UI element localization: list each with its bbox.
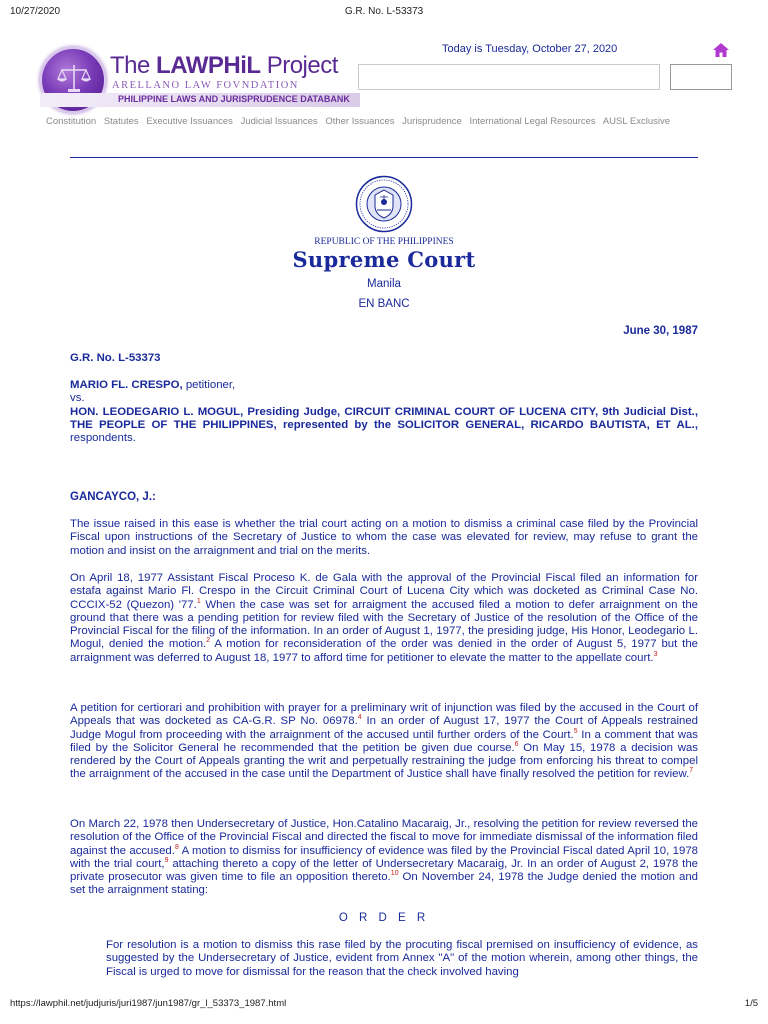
footnote-link-1[interactable]: 1 xyxy=(196,597,201,605)
paragraph-4 xyxy=(70,818,698,898)
petitioner-name: MARIO FL. CRESPO, xyxy=(70,379,183,391)
home-icon[interactable] xyxy=(712,42,730,58)
databank-bar xyxy=(40,93,360,107)
print-date: 10/27/2020 xyxy=(10,6,61,17)
nav-item-executive-issuances[interactable]: Executive Issuances xyxy=(146,116,233,127)
paragraph-3-text-c: In a comment that was filed by the Solicitor General he recommended that the petition be given due course. xyxy=(70,728,698,754)
nav-item-statutes[interactable]: Statutes xyxy=(103,116,139,127)
versus-label: vs. xyxy=(70,392,85,405)
header-divider xyxy=(70,157,698,158)
footnote-link-2[interactable]: 2 xyxy=(206,637,211,645)
nav-item-jurisprudence[interactable]: Jurisprudence xyxy=(402,116,462,127)
footnote-link-10[interactable]: 10 xyxy=(390,870,399,878)
footnote-link-8[interactable]: 8 xyxy=(174,843,179,851)
today-date: Today is Tuesday, October 27, 2020 xyxy=(442,43,618,55)
brand-prefix: The xyxy=(110,52,157,79)
case-number: G.R. No. L-53373 xyxy=(70,352,161,364)
petitioner-line xyxy=(70,379,698,392)
republic-label: REPUBLIC OF THE PHILIPPINES xyxy=(314,237,454,247)
nav-item-other-issuances[interactable]: Other Issuances xyxy=(325,116,395,127)
paragraph-4-text-b: A motion to dismiss for insufficiency of evidence was filed by the Provincial Fiscal dated April 10, 1978 with the trial court, xyxy=(70,844,698,870)
footnote-link-5[interactable]: 5 xyxy=(573,727,578,735)
paragraph-3-text-d: On May 15, 1978 a decision was rendered by the Court of Appeals granting the writ and perpetually restraining the judge from enforcing his threat to compel the arraignment of the accused in the case until the Department of Justice shall have finally resolved the petition for review. xyxy=(70,741,698,781)
paragraph-2 xyxy=(70,572,698,665)
nav-item-judicial-issuances[interactable]: Judicial Issuances xyxy=(240,116,318,127)
order-heading: O R D E R xyxy=(338,912,430,924)
paragraph-2-text-c: A motion for reconsideration of the order was denied in the order of August 5, 1977 but the arraignment was deferred to August 18, 1977 to afford time for petitioner to elevate the matter to the appellate court. xyxy=(70,638,699,664)
respondents-names: HON. LEODEGARIO L. MOGUL, Presiding Judge, CIRCUIT CRIMINAL COURT OF LUCENA CITY, 9th Judicial Dist., THE PEOPLE OF THE PHILIPPINES, represented by the SOLICITOR GENERAL, RICARDO BAUTISTA, ET AL., xyxy=(70,405,698,431)
print-footer xyxy=(10,998,758,1010)
case-parties xyxy=(70,379,698,445)
respondents-line xyxy=(70,406,698,446)
footnote-link-9[interactable]: 9 xyxy=(164,857,169,865)
search-button[interactable] xyxy=(670,64,732,90)
petitioner-role: petitioner, xyxy=(182,379,236,391)
print-header xyxy=(10,6,758,20)
search-input[interactable] xyxy=(358,64,660,90)
court-name: Supreme Court xyxy=(292,247,476,272)
decision-date: June 30, 1987 xyxy=(623,325,698,337)
paragraph-2-text-a: On April 18, 1977 Assistant Fiscal Proceso K. de Gala with the approval of the Provincial Fiscal filed an information for estafa against Mario Fl. Crespo in the Circuit Criminal Court of Lucena City which was docketed as Criminal Case No. CCCIX-52 (Quezon) '77. xyxy=(70,572,698,611)
paragraph-3-text-b: In an order of August 17, 1977 the Court of Appeals restrained Judge Mogul from proceeding with the arraignment of the accused until further orders of the Court. xyxy=(70,715,698,741)
paragraph-1: The issue raised in this ease is whether the trial court acting on a motion to dismiss a criminal case filed by the Provincial Fiscal upon instructions of the Secretary of Justice to whom the case was elevated for review, may refuse to grant the motion and insist on the arraignment and trial on the merits. xyxy=(70,518,698,557)
print-url: https://lawphil.net/judjuris/juri1987/jun1987/gr_l_53373_1987.html xyxy=(10,998,287,1009)
court-city: Manila xyxy=(367,278,401,290)
footnote-link-3[interactable]: 3 xyxy=(653,650,658,658)
main-nav xyxy=(46,116,675,127)
paragraph-4-text-a: On March 22, 1978 then Undersecretary of Justice, Hon.Catalino Macaraig, Jr., resolving the petition for review reversed the resolution of the Office of the Provincial Fiscal and directed the fiscal to move for immediate dismissal of the information filed against the accused. xyxy=(70,818,698,857)
supreme-court-seal-icon xyxy=(355,175,413,233)
brand-suffix: Project xyxy=(260,52,338,79)
print-title: G.R. No. L-53373 xyxy=(344,6,424,17)
nav-item-international-legal-resources[interactable]: International Legal Resources xyxy=(469,116,596,127)
court-division: EN BANC xyxy=(358,298,410,310)
nav-item-constitution[interactable]: Constitution xyxy=(46,116,97,127)
site-brand[interactable] xyxy=(110,52,338,80)
footnote-link-4[interactable]: 4 xyxy=(357,714,362,722)
foundation-name: ARELLANO LAW FOVNDATION xyxy=(112,80,299,91)
paragraph-2-text-b: When the case was set for arraigment the accused filed a motion to defer arraignment on the ground that there was a pending petition for review filed with the Secretary of Justice of the resolution of the Office of the Provincial Fiscal for the filing of the information. In an order of August 1, 1977, the presiding judge, His Honor, Leodegario L. Mogul, denied the motion. xyxy=(70,598,698,651)
page-number: 1/5 xyxy=(744,998,758,1009)
ponente: GANCAYCO, J.: xyxy=(70,491,156,503)
footnote-link-7[interactable]: 7 xyxy=(689,767,694,775)
paragraph-4-text-d: On November 24, 1978 the Judge denied the motion and set the arraignment stating: xyxy=(70,871,698,897)
paragraph-4-text-c: attaching thereto a copy of the letter of Undersecretary Macaraig, Jr. In an order of August 2, 1978 the private prosecutor was given time to file an opposition thereto. xyxy=(70,857,698,884)
paragraph-3 xyxy=(70,702,698,782)
footnote-link-6[interactable]: 6 xyxy=(514,741,519,749)
order-quote: For resolution is a motion to dismiss this rase filed by the procuting fiscal premised on insufficiency of evidence, as suggested by the Undersecretary of Justice, evident from Annex "A" of the motion wherein, among other things, the Fiscal is urged to move for dismissal for the reason that the check involved having xyxy=(106,939,698,978)
respondents-role: respondents. xyxy=(70,432,136,445)
brand-name: LAWPHiL xyxy=(156,52,261,79)
paragraph-3-text-a: A petition for certiorari and prohibition with prayer for a preliminary writ of injunction was filed by the accused in the Court of Appeals that was docketed as CA-G.R. SP No. 06978. xyxy=(70,702,698,728)
nav-item-ausl-exclusive[interactable]: AUSL Exclusive xyxy=(602,116,671,127)
databank-label: PHILIPPINE LAWS AND JURISPRUDENCE DATABANK xyxy=(118,94,350,104)
